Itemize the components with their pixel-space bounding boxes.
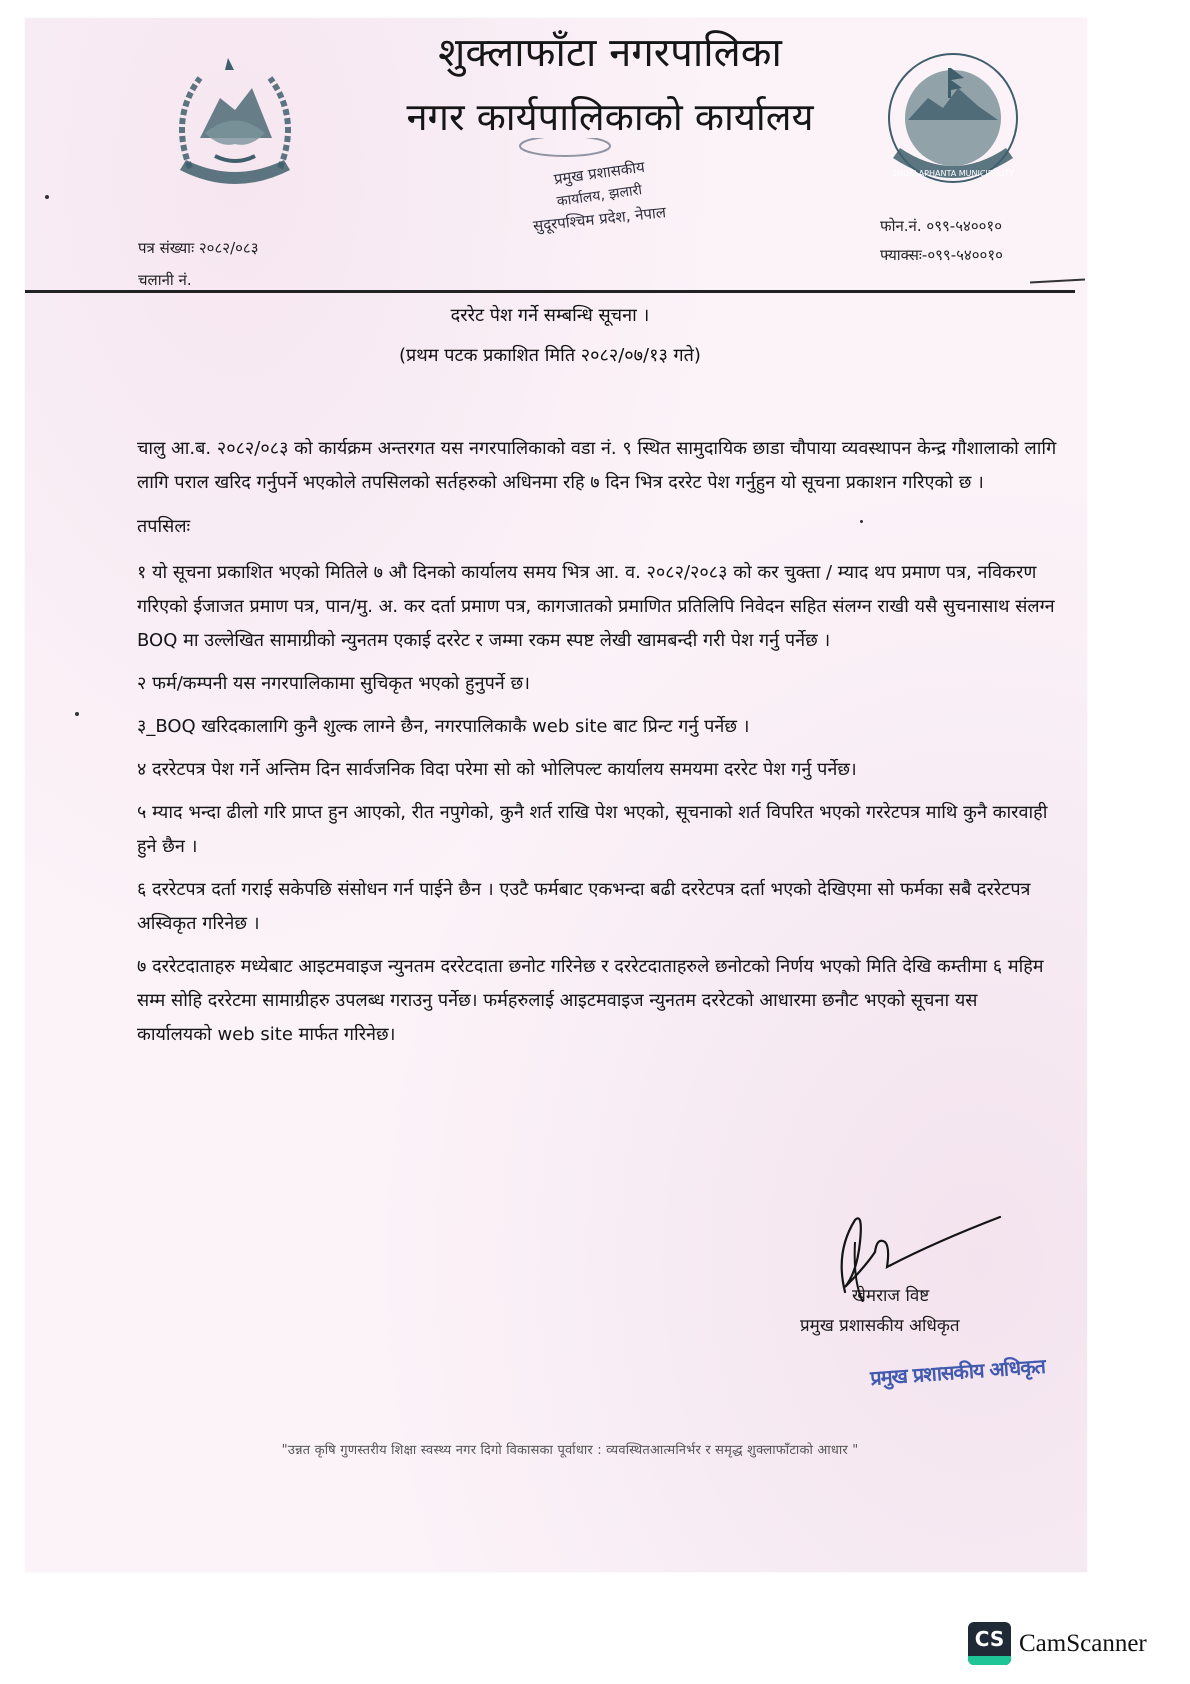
office-name: नगर कार्यपालिकाको कार्यालय bbox=[406, 95, 814, 139]
signer-name: खेमराज विष्ट bbox=[852, 1286, 930, 1306]
term-item: ३_BOQ खरिदकालागि कुनै शुल्क लाग्ने छैन, नगरपालिकाकै web site बाट प्रिन्ट गर्नु पर्नेछ । bbox=[137, 716, 750, 737]
term-item: १ यो सूचना प्रकाशित भएको मितिले ७ औ दिनको कार्यालय समय भित्र आ. व. २०८२/२०८३ को कर चुक्ता / म्याद थप प्रमाण पत्र, नविकरण गरिएको ईजाजत प्रमाण पत्र, पान/मु. अ. कर दर्ता प्रमाण पत्र, कागजातको प्रमाणित प्रतिलिपि निवेदन सहित संलग्न राखी यसै सुचनासाथ संलग्न BOQ मा उल्लेखित सामाग्रीको न्युनतम एकाई दररेट र जम्मा रकम स्पष्ट लेखी खामबन्दी गरी पेश गर्नु पर्नेछ । bbox=[137, 562, 1055, 651]
fax-number: फ्याक्सः-०९९-५४००१० bbox=[880, 246, 1003, 264]
phone-number: फोन.नं. ०९९-५४००१० bbox=[880, 217, 1003, 235]
nepal-emblem-icon bbox=[160, 48, 310, 198]
footer-motto: "उन्नत कृषि गुणस्तरीय शिक्षा स्वस्थ्य नगर दिगो विकासका पूर्वाधार : व्यवस्थितआत्मनिर्भर र समृद्ध शुक्लाफाँटाको आधार " bbox=[281, 1443, 859, 1458]
camscanner-label: CamScanner bbox=[1019, 1629, 1147, 1657]
svg-text:सुदूरपश्चिम प्रदेश, नेपाल: सुदूरपश्चिम प्रदेश, नेपाल bbox=[532, 203, 667, 235]
scan-speck bbox=[45, 195, 49, 199]
camscanner-logo-icon: CS bbox=[968, 1622, 1011, 1665]
term-item: ६ दररेटपत्र दर्ता गराई सकेपछि संसोधन गर्न पाईने छैन । एउटै फर्मबाट एकभन्दा बढी दररेटपत्र दर्ता भएको देखिएमा सो फर्मका सबै दररेटपत्र अस्विकृत गरिनेछ । bbox=[137, 879, 1031, 934]
organization-name: शुक्लाफाँटा नगरपालिका bbox=[438, 30, 782, 76]
scan-speck bbox=[75, 712, 79, 716]
notice-body bbox=[137, 432, 1057, 1061]
header-divider bbox=[25, 290, 1075, 293]
term-item: ७ दररेटदाताहरु मध्येबाट आइटमवाइज न्युनतम दररेटदाता छनोट गरिनेछ र दररेटदाताहरुले छनोटको निर्णय भएको मिति देखि कम्तीमा ६ महिम सम्म सोहि दररेटमा सामाग्रीहरु उपलब्ध गराउनु पर्नेछ। फर्महरुलाई आइटमवाइज न्युनतम दररेटको आधारमा छनौट भएको सूचना यस कार्यालयको web site मार्फत गरिनेछ। bbox=[137, 956, 1044, 1045]
municipality-logo-icon bbox=[878, 48, 1028, 198]
signer-title: प्रमुख प्रशासकीय अधिकृत bbox=[800, 1316, 960, 1336]
term-item: ४ दररेटपत्र पेश गर्ने अन्तिम दिन सार्वजनिक विदा परेमा सो को भोलिपल्ट कार्यालय समयमा दररेट पेश गर्नु पर्नेछ। bbox=[137, 759, 857, 780]
designation-stamp: प्रमुख प्रशासकीय अधिकृत bbox=[869, 1353, 1046, 1391]
terms-heading: तपसिलः bbox=[137, 516, 191, 537]
notice-title: दररेट पेश गर्ने सम्बन्धि सूचना । bbox=[450, 305, 650, 326]
svg-text:प्रमुख प्रशासकीय: प्रमुख प्रशासकीय bbox=[552, 157, 646, 189]
reference-number: पत्र संख्याः २०८२/०८३ bbox=[138, 239, 259, 257]
logo-right-text: SHUKLAPHANTA MUNICIPALITY bbox=[891, 169, 1015, 178]
intro-paragraph: चालु आ.ब. २०८२/०८३ को कार्यक्रम अन्तरगत यस नगरपालिकाको वडा नं. ९ स्थित सामुदायिक छाडा चौपाया व्यवस्थापन केन्द्र गौशालाको लागि लागि पराल खरिद गर्नुपर्ने भएकोले तपसिलको सर्तहरुको अधिनमा रहि ७ दिन भित्र दररेट पेश गर्नुहुन यो सूचना प्रकाशन गरिएको छ । bbox=[137, 438, 1057, 493]
dispatch-number: चलानी नं. bbox=[138, 271, 192, 289]
scan-speck bbox=[860, 520, 863, 523]
camscanner-watermark bbox=[968, 1622, 1147, 1665]
term-item: ५ म्याद भन्दा ढीलो गरि प्राप्त हुन आएको, रीत नपुगेको, कुनै शर्त राखि पेश भएको, सूचनाको शर्त विपरित भएको गररेटपत्र माथि कुनै कारवाही हुने छैन । bbox=[137, 802, 1048, 857]
notice-subtitle: (प्रथम पटक प्रकाशित मिति २०८२/०७/१३ गते) bbox=[399, 345, 701, 366]
term-item: २ फर्म/कम्पनी यस नगरपालिकामा सुचिकृत भएको हुनुपर्ने छ। bbox=[137, 673, 530, 694]
office-stamp bbox=[505, 138, 695, 238]
svg-text:कार्यालय, झलारी: कार्यालय, झलारी bbox=[555, 182, 643, 210]
